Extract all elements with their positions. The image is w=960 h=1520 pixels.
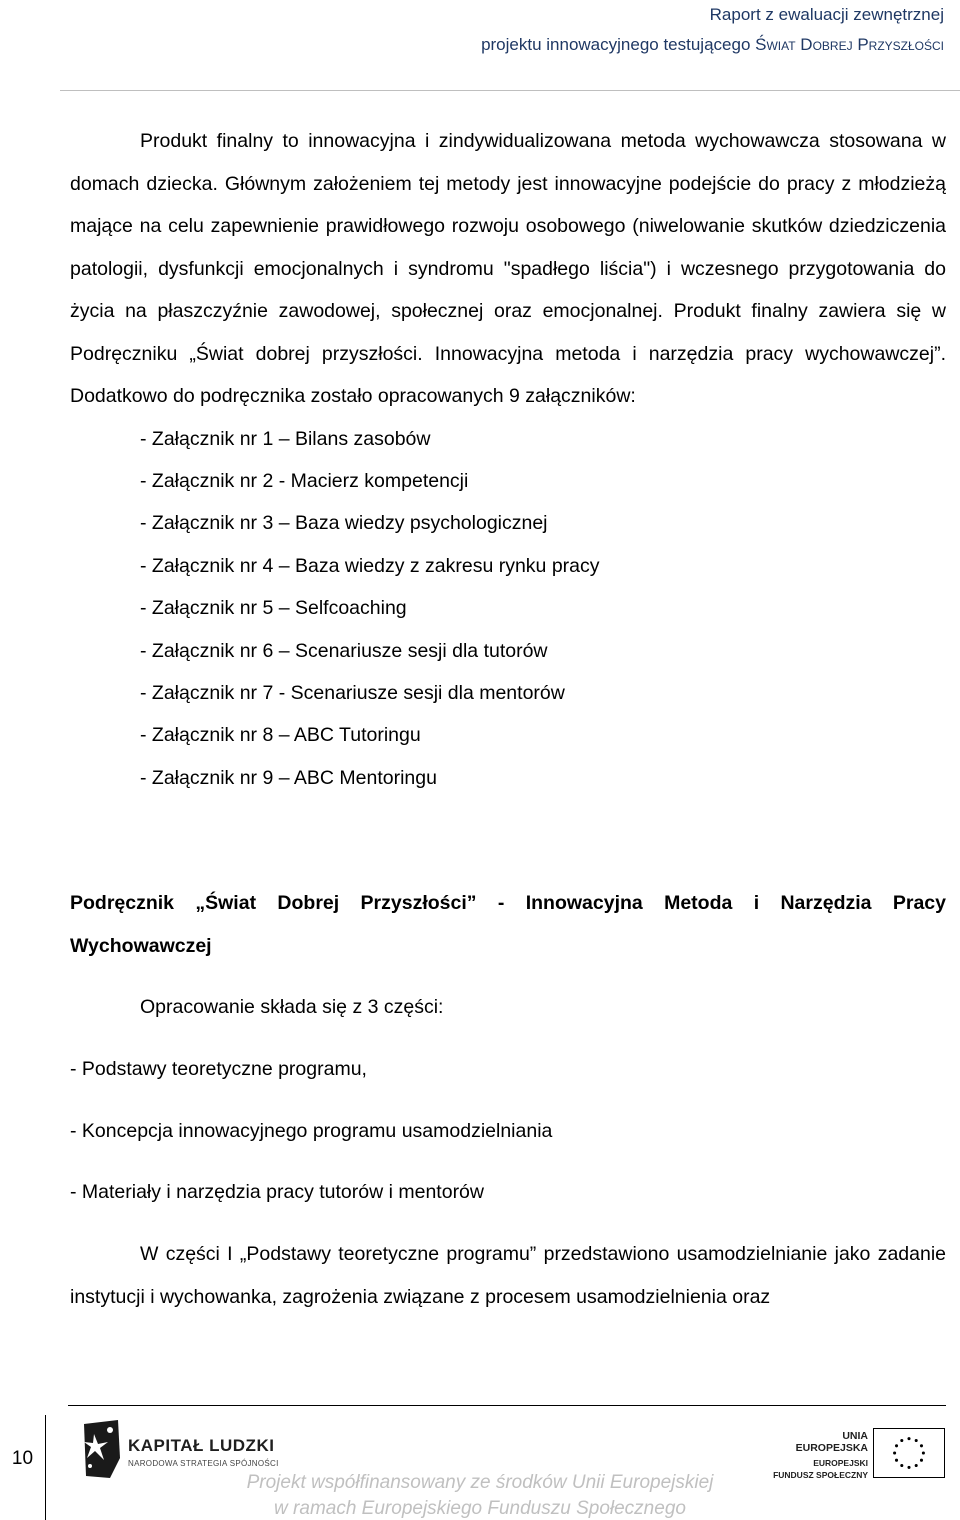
parts-list-3 [70, 1171, 946, 1214]
section-heading: Podręcznik „Świat Dobrej Przyszłości” - Innowacyjna Metoda i Narzędzia Pracy Wychowawczej [70, 892, 946, 957]
footer-line2: w ramach Europejskiego Funduszu Społecznego [274, 1498, 686, 1519]
parts-intro: Opracowanie składa się z 3 części: [140, 996, 444, 1018]
list-item: - Załącznik nr 3 – Baza wiedzy psychologicznej [140, 512, 548, 535]
list-item: - Załącznik nr 9 – ABC Mentoringu [140, 766, 437, 789]
eu-line1: UNIA EUROPEJSKA [795, 1430, 868, 1454]
intro-paragraph: Produkt finalny to innowacyjna i zindywidualizowana metoda wychowawcza stosowana w domach dziecka. Głównym założeniem tej metody jest innowacyjne podejście do pracy z młodzieżą mające na celu zapewnienie prawidłowego rozwoju osobowego (niwelowanie skutków dziedziczenia patologii, dysfunkcji emocjonalnych i syndromu "spadłego liścia") i wczesnego przygotowania do życia na płaszczyźnie zawodowej, społecznej oraz emocjonalnej. Produkt finalny zawiera się w Podręczniku „Świat dobrej przyszłości. Innowacyjna metoda i narzędzia pracy wychowawczej”. Dodatkowo do podręcznika zostało opracowanych 9 załączników: [70, 130, 946, 407]
eu-line2: EUROPEJSKI [813, 1458, 868, 1468]
page-number: 10 [0, 1415, 46, 1520]
footer-line1: Projekt współfinansowany ze środków Unii Europejskiej [246, 1472, 714, 1493]
list-item: - Załącznik nr 4 – Baza wiedzy z zakresu rynku pracy [140, 554, 600, 577]
parts-list-2 [70, 1110, 946, 1153]
list-item: - Załącznik nr 7 - Scenariusze sesji dla mentorów [140, 681, 565, 704]
kl-title: KAPITAŁ LUDZKI [128, 1436, 275, 1455]
header-project-prefix: projektu innowacyjnego testującego [481, 35, 751, 54]
list-item: - Koncepcja innowacyjnego programu usamodzielniania [70, 1120, 553, 1142]
parts-list [70, 1048, 946, 1091]
list-item: - Załącznik nr 1 – Bilans zasobów [140, 427, 431, 450]
list-item: - Załącznik nr 5 – Selfcoaching [140, 597, 407, 620]
list-item: - Załącznik nr 2 - Macierz kompetencji [140, 469, 469, 492]
parts-section [70, 986, 946, 1029]
main-content [70, 120, 946, 799]
header-divider [60, 90, 960, 91]
header-project-title [481, 30, 944, 60]
attachments-list [70, 418, 946, 800]
kl-subtitle: NARODOWA STRATEGIA SPÓJNOŚCI [128, 1459, 279, 1468]
footer-divider [68, 1405, 946, 1406]
list-item: - Podstawy teoretyczne programu, [70, 1058, 367, 1080]
list-item: - Materiały i narzędzia pracy tutorów i mentorów [70, 1181, 484, 1203]
page-header [481, 0, 944, 60]
closing-section [70, 1233, 946, 1318]
closing-paragraph: W części I „Podstawy teoretyczne programu” przedstawiono usamodzielnianie jako zadanie instytucji i wychowanka, zagrożenia związane z procesem usamodzielnienia oraz [70, 1243, 946, 1308]
footer-funding-note [0, 1470, 960, 1520]
eu-line3: FUNDUSZ SPOŁECZNY [773, 1470, 868, 1480]
list-item: - Załącznik nr 6 – Scenariusze sesji dla tutorów [140, 639, 548, 662]
header-report-title: Raport z ewaluacji zewnętrznej [709, 5, 944, 24]
header-project-name: Świat Dobrej Przyszłości [755, 35, 944, 54]
list-item: - Załącznik nr 8 – ABC Tutoringu [140, 724, 421, 747]
